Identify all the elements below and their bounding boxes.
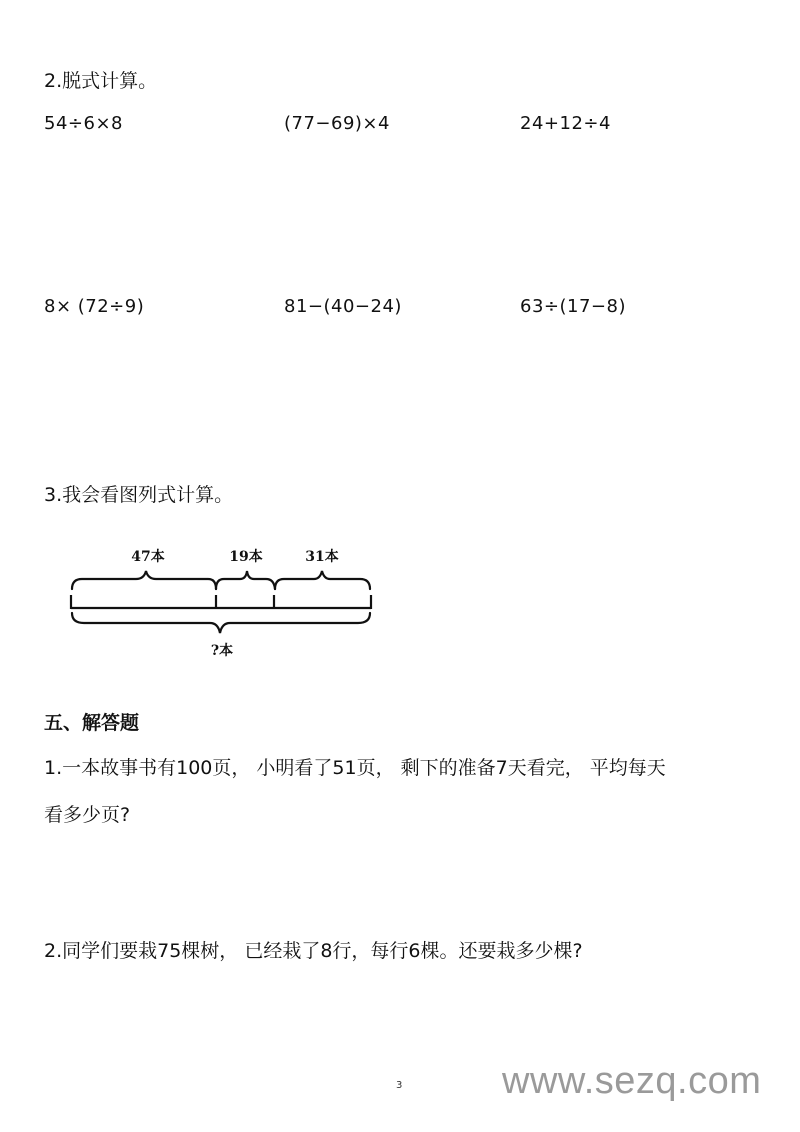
problem-1-line-2: 看多少页? [44, 804, 131, 826]
expression-4: 8× (72÷9) [44, 296, 145, 317]
expression-3: 24+12÷4 [520, 113, 611, 134]
top-braces [72, 571, 370, 589]
segment-line [71, 595, 371, 609]
section-title-diagram: 3.我会看图列式计算。 [44, 484, 234, 506]
page-number: 3 [396, 1080, 403, 1091]
expression-2: (77−69)×4 [284, 113, 390, 134]
problem-2-line-1: 2.同学们要栽75棵树， 已经栽了8行，每行6棵。还要栽多少棵? [44, 940, 583, 962]
section-title-answers: 五、解答题 [44, 712, 140, 734]
problem-1-line-1: 1.一本故事书有100页， 小明看了51页， 剩下的准备7天看完， 平均每天 [44, 757, 666, 779]
total-label: ?本 [210, 643, 234, 659]
segment-label-2: 19本 [229, 549, 263, 565]
bottom-brace [72, 613, 370, 633]
watermark: www.sezq.com [502, 1060, 762, 1102]
segment-label-3: 31本 [305, 549, 339, 565]
section-title-calc: 2.脱式计算。 [44, 70, 158, 92]
expression-6: 63÷(17−8) [520, 296, 626, 317]
expression-1: 54÷6×8 [44, 113, 123, 134]
expression-5: 81−(40−24) [284, 296, 402, 317]
segment-label-1: 47本 [131, 549, 165, 565]
segment-bar-diagram [60, 535, 380, 665]
